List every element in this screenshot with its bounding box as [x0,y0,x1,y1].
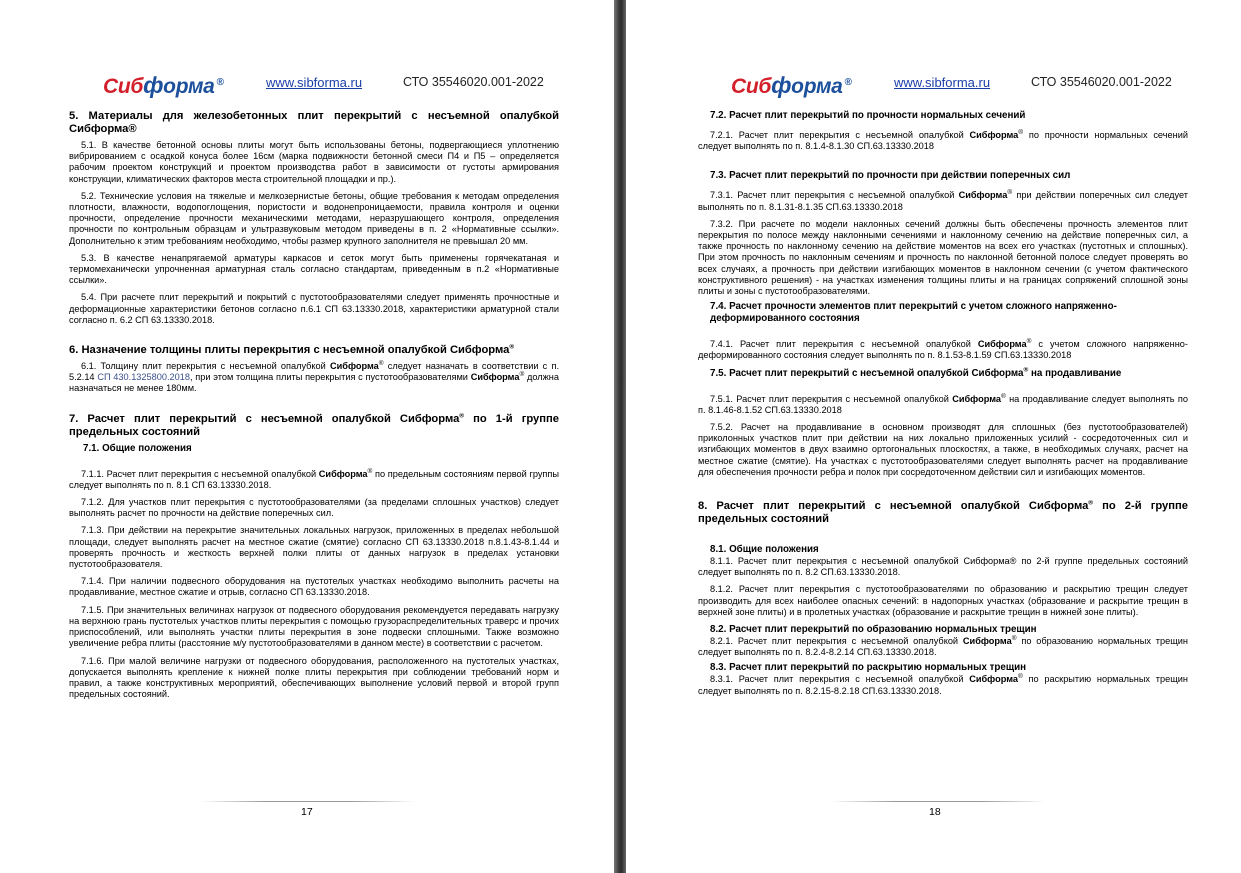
paragraph-7-3-1: 7.3.1. Расчет плит перекрытия с несъемной опалубкой Сибформа® при действии поперечных сил следует выполнять по п. 8.1.31-8.1.35 СП.63.13330.2018 [698,189,1188,212]
section-7-5-title: 7.5. Расчет плит перекрытий с несъемной опалубкой Сибформа® на продавливание [710,366,1122,379]
section-8-2-title: 8.2. Расчет плит перекрытий по образованию нормальных трещин [710,624,1037,636]
section-5-title: 5. Материалы для железобетонных плит перекрытий с несъемной опалубкой Сибформа® [69,110,559,135]
section-8-title: 8. Расчет плит перекрытий с несъемной опалубкой Сибформа® по 2-й группе предельных состояний [698,499,1188,526]
paragraph-5-4: 5.4. При расчете плит перекрытий и покрытий с пустотообразователями следует применять прочностные и деформационные характеристики бетонов согласно п.6.1 СП 63.13330.2018, характеристики арматурной стали согласно п. 6.2 СП 63.13330.2018. [69,292,559,325]
footer-rule [831,801,1046,802]
paragraph-8-1-1: 8.1.1. Расчет плит перекрытия с несъемной опалубкой Сибформа® по 2-й группе предельных состояний следует выполнять по п. 8.2 СП.63.13330.2018. [698,556,1188,578]
paragraph-7-1-2: 7.1.2. Для участков плит перекрытия с пустотообразователями (за пределами сплошных участков) следует выполнять расчет по прочности на действие поперечных сил. [69,497,559,519]
site-link[interactable]: www.sibforma.ru [894,75,991,90]
paragraph-7-4-1: 7.4.1. Расчет плит перекрытия с несъемной опалубкой Сибформа® с учетом сложного напряженно-деформированного состояния следует выполнять по п. 8.1.53-8.1.59 СП.63.13330.2018 [698,338,1188,361]
page-18 [626,0,1241,873]
page-body [69,110,559,700]
paragraph-7-1-3: 7.1.3. При действии на перекрытие значительных локальных нагрузок, приложенных в пределах небольшой площади, следует выполнять расчет на местное сжатие (смятие) согласно СП 63.13330.2018 п.8.1.43-8.1.44 и проверять прочность и жесткость верхней полки плиты от данных нагрузок в пределах установки пустотообразователя. [69,525,559,570]
section-8-1-title: 8.1. Общие положения [710,544,819,556]
page-body [698,110,1188,697]
paragraph-7-1-4: 7.1.4. При наличии подвесного оборудования на пустотелых участках необходимо выполнить расчеты на продавливание, местное сжатие и отрыв, согласно СП 63.13330.2018. [69,576,559,598]
section-7-2-title: 7.2. Расчет плит перекрытий по прочности нормальных сечений [710,110,1026,121]
paragraph-7-5-2: 7.5.2. Расчет на продавливание в основном производят для сплошных (без пустотообразователей) приколонных участков плит при действии на них локально приложенных усилий - сосредоточенных сил и изгибающих моментов в двух взаимно ортогональных плоскостях, а также, в необходимых случаях, расчет на местное сжатие (смятие). На участках с пустотообразователями следует выполнять расчет на продавливание для обеспечения прочности ребра и полок при сосредоточенном действии сил и изгибающих моментов. [698,422,1188,477]
sibforma-logo: Сибформа ® [731,72,852,98]
paragraph-5-3: 5.3. В качестве ненапрягаемой арматуры каркасов и сеток могут быть применены горячекатаная и термомеханически упрочненная арматурная сталь согласно стандартам, приведенным в п.2 «Нормативные ссылки». [69,252,559,286]
paragraph-8-1-2: 8.1.2. Расчет плит перекрытия с пустотообразователями по образованию и раскрытию трещин следует производить для всех наиболее опасных сечений: в надопорных участках (образование и раскрытие трещин в верхней зоне плиты) и в пролетных участках (образование и раскрытие трещин в нижней зоне плиты). [698,584,1188,617]
page-header [626,70,1241,96]
footer-rule [200,801,415,802]
page-17 [0,0,614,873]
paragraph-7-2-1: 7.2.1. Расчет плит перекрытия с несъемной опалубкой Сибформа® по прочности нормальных сечений следует выполнять по п. 8.1.4-8.1.30 СП.63.13330.2018 [698,128,1188,152]
page-number: 17 [301,806,313,818]
book-spine [614,0,626,873]
paragraph-7-1-1: 7.1.1. Расчет плит перекрытия с несъемной опалубкой Сибформа® по предельным состояниям первой группы следует выполнять по п. 8.1 СП 63.13330.2018. [69,467,559,490]
paragraph-7-3-2: 7.3.2. При расчете по модели наклонных сечений должны быть обеспечены прочность элементов плит перекрытия по полосе между наклонными сечениями и наклонному сечению на действие поперечных сил, а также прочность по наклонному сечению на действие моментов на всех его участках (пустотных и сплошных). При этом прочность по наклонным сечениям и прочность по наклонной бетонной полосе следует проверять во всех случаях, а прочность при действии изгибающих моментов в наклонном сечении (с учетом фактического конструктивного решения) - на участках изменения толщины плиты и на границах сопряжений сплошной зоны плиты и зоны с пустотообразователями. [698,218,1188,297]
section-7-1-title: 7.1. Общие положения [83,442,192,454]
paragraph-7-5-1: 7.5.1. Расчет плит перекрытия с несъемной опалубкой Сибформа® на продавливание следует выполнять по п. 8.1.46-8.1.52 СП.63.13330.2018 [698,392,1188,415]
sibforma-logo: Сибформа ® [103,72,224,98]
paragraph-6-1: 6.1. Толщину плит перекрытия с несъемной опалубкой Сибформа® следует назначать в соответствии с п. 5.2.14 СП 430.1325800.2018, при этом толщина плиты перекрытия с пустотообразователями Сибформа® должна назначаться не менее 180мм. [69,359,559,394]
site-link[interactable]: www.sibforma.ru [266,75,363,90]
paragraph-7-1-5: 7.1.5. При значительных величинах нагрузок от подвесного оборудования рекомендуется передавать нагрузку на верхнюю грань пустотелых участков плиты перекрытия с помощью грузораспределительных траверс и прочих приспособлений, или выполнять участки плиты перекрытия в зоне подвески сплошными. Также возможно увеличение ребра плиты (расстояние м/у пустотообразователями в данном месте) в соответствии с расчетом. [69,604,559,649]
section-7-3-title: 7.3. Расчет плит перекрытий по прочности при действии поперечных сил [710,170,1071,182]
paragraph-5-1: 5.1. В качестве бетонной основы плиты могут быть использованы бетоны, подвергающиеся уплотнению вибрированием с осадкой конуса более 16см (марка подвижности бетонной смеси П4 и П5 – определяется рабочим проектом конструкций и проектом производства работ в зависимости от густоты армирования конструкции, климатических факторов места строительной площадки и пр.). [69,140,559,184]
paragraph-8-3-1: 8.3.1. Расчет плит перекрытия с несъемной опалубкой Сибформа® по раскрытию нормальных трещин следует выполнять по п. 8.2.15-8.2.18 СП.63.13330.2018. [698,673,1188,696]
standard-code: СТО 35546020.001-2022 [403,75,544,89]
page-number: 18 [929,806,941,818]
paragraph-7-1-6: 7.1.6. При малой величине нагрузки от подвесного оборудования, расположенного на пустотелых участках, допускается выполнять крепление к нижней полке плиты перекрытия при соблюдении требований норм и правил, а также конструктивных мероприятий, обеспечивающих выполнение условий первой и второй групп предельных состояний. [69,655,559,700]
page-header [0,70,614,96]
standard-code: СТО 35546020.001-2022 [1031,75,1172,89]
section-8-3-title: 8.3. Расчет плит перекрытий по раскрытию нормальных трещин [710,662,1027,674]
paragraph-5-2: 5.2. Технические условия на тяжелые и мелкозернистые бетоны, общие требования к методам определения плотности, влажности, водопоглощения, пористости и водонепроницаемости, правила контроля и оценки прочности, определение прочности механическими методами, неразрушающего контроля, определения прочности по контрольным образцам и ультразвуковым методом приведены в п. 2 «Нормативные ссылки». Дополнительно к этим требованиям необходимо, чтобы размер крупного заполнителя не превышал 20 мм. [69,190,559,246]
section-6-title: 6. Назначение толщины плиты перекрытия с несъемной опалубкой Сибформа® [69,343,515,357]
section-7-4-title: 7.4. Расчет прочности элементов плит перекрытий с учетом сложного напряженно-деформированного состояния [710,301,1117,325]
paragraph-8-2-1: 8.2.1. Расчет плит перекрытия с несъемной опалубкой Сибформа® по образованию нормальных трещин следует выполнять по п. 8.2.4-8.2.14 СП.63.13330.2018. [698,635,1188,658]
section-7-title: 7. Расчет плит перекрытий с несъемной опалубкой Сибформа® по 1-й группе предельных состояний [69,411,559,438]
